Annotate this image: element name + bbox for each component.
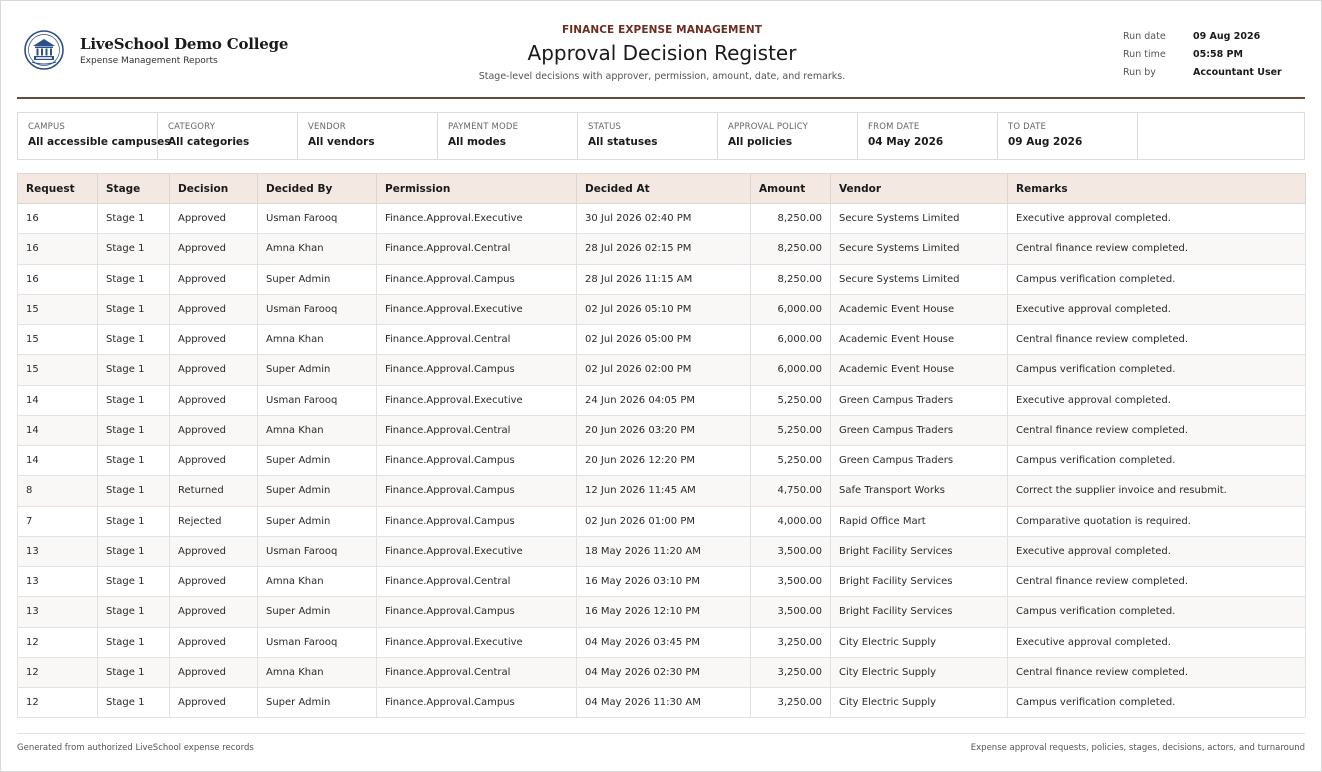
report-heading	[407, 24, 917, 82]
cell-request: 12	[18, 688, 98, 718]
cell-stage: Stage 1	[98, 234, 170, 264]
cell-decided-at: 20 Jun 2026 12:20 PM	[577, 446, 751, 476]
filter-label: VENDOR	[308, 122, 346, 132]
cell-remarks: Campus verification completed.	[1008, 355, 1306, 385]
table-row	[18, 204, 1306, 234]
cell-decided-by: Super Admin	[258, 506, 377, 536]
cell-request: 16	[18, 234, 98, 264]
cell-vendor: Secure Systems Limited	[831, 264, 1008, 294]
cell-stage: Stage 1	[98, 476, 170, 506]
cell-vendor: Bright Facility Services	[831, 536, 1008, 566]
cell-remarks: Executive approval completed.	[1008, 294, 1306, 324]
filter-approval-policy	[718, 113, 858, 159]
cell-stage: Stage 1	[98, 688, 170, 718]
table-row	[18, 355, 1306, 385]
cell-vendor: Rapid Office Mart	[831, 506, 1008, 536]
cell-permission: Finance.Approval.Campus	[377, 446, 577, 476]
cell-decided-at: 04 May 2026 11:30 AM	[577, 688, 751, 718]
cell-decided-at: 16 May 2026 03:10 PM	[577, 567, 751, 597]
cell-amount: 3,250.00	[751, 688, 831, 718]
cell-stage: Stage 1	[98, 325, 170, 355]
cell-vendor: Green Campus Traders	[831, 385, 1008, 415]
filter-vendor	[298, 113, 438, 159]
cell-amount: 3,500.00	[751, 597, 831, 627]
cell-decided-at: 04 May 2026 02:30 PM	[577, 657, 751, 687]
cell-remarks: Central finance review completed.	[1008, 415, 1306, 445]
cell-decided-by: Super Admin	[258, 446, 377, 476]
cell-vendor: Secure Systems Limited	[831, 204, 1008, 234]
cell-amount: 3,500.00	[751, 567, 831, 597]
report-eyebrow: FINANCE EXPENSE MANAGEMENT	[561, 24, 763, 36]
run-meta	[1123, 27, 1282, 81]
report-header	[17, 0, 1305, 99]
cell-decided-at: 20 Jun 2026 03:20 PM	[577, 415, 751, 445]
table-row	[18, 567, 1306, 597]
cell-decided-at: 02 Jul 2026 05:00 PM	[577, 325, 751, 355]
cell-request: 14	[18, 385, 98, 415]
cell-amount: 4,750.00	[751, 476, 831, 506]
cell-remarks: Campus verification completed.	[1008, 688, 1306, 718]
cell-decision: Approved	[170, 204, 258, 234]
cell-stage: Stage 1	[98, 657, 170, 687]
cell-stage: Stage 1	[98, 627, 170, 657]
cell-vendor: Bright Facility Services	[831, 597, 1008, 627]
cell-decided-by: Usman Farooq	[258, 627, 377, 657]
cell-decided-by: Usman Farooq	[258, 385, 377, 415]
cell-decided-by: Amna Khan	[258, 234, 377, 264]
school-crest-icon	[24, 29, 64, 71]
table-row	[18, 627, 1306, 657]
cell-permission: Finance.Approval.Campus	[377, 688, 577, 718]
cell-request: 13	[18, 536, 98, 566]
cell-decision: Approved	[170, 567, 258, 597]
cell-decided-by: Amna Khan	[258, 567, 377, 597]
cell-permission: Finance.Approval.Executive	[377, 204, 577, 234]
cell-stage: Stage 1	[98, 446, 170, 476]
filter-label: STATUS	[588, 122, 622, 132]
cell-decision: Approved	[170, 294, 258, 324]
cell-request: 14	[18, 415, 98, 445]
column-header-remarks: Remarks	[1008, 174, 1306, 204]
cell-request: 8	[18, 476, 98, 506]
cell-permission: Finance.Approval.Campus	[377, 355, 577, 385]
cell-request: 16	[18, 204, 98, 234]
filter-label: FROM DATE	[868, 122, 920, 132]
filter-label: PAYMENT MODE	[448, 122, 519, 132]
table-row	[18, 597, 1306, 627]
cell-permission: Finance.Approval.Central	[377, 567, 577, 597]
cell-amount: 8,250.00	[751, 234, 831, 264]
cell-decision: Approved	[170, 446, 258, 476]
table-row	[18, 688, 1306, 718]
cell-amount: 5,250.00	[751, 446, 831, 476]
table-body	[18, 204, 1306, 718]
cell-vendor: City Electric Supply	[831, 627, 1008, 657]
cell-permission: Finance.Approval.Central	[377, 234, 577, 264]
page-title: Approval Decision Register	[527, 41, 797, 65]
cell-stage: Stage 1	[98, 597, 170, 627]
filter-value: All policies	[728, 136, 793, 148]
cell-decision: Approved	[170, 657, 258, 687]
cell-vendor: Safe Transport Works	[831, 476, 1008, 506]
cell-remarks: Central finance review completed.	[1008, 657, 1306, 687]
cell-vendor: City Electric Supply	[831, 688, 1008, 718]
cell-decided-by: Amna Khan	[258, 415, 377, 445]
run-by-row	[1123, 63, 1282, 81]
cell-remarks: Executive approval completed.	[1008, 627, 1306, 657]
table-row	[18, 234, 1306, 264]
cell-decision: Approved	[170, 627, 258, 657]
filter-value: 04 May 2026	[868, 136, 944, 148]
column-header-request: Request	[18, 174, 98, 204]
cell-decided-at: 02 Jul 2026 02:00 PM	[577, 355, 751, 385]
cell-permission: Finance.Approval.Executive	[377, 385, 577, 415]
cell-permission: Finance.Approval.Executive	[377, 536, 577, 566]
filter-value: All vendors	[308, 136, 375, 148]
run-time-row	[1123, 45, 1282, 63]
cell-permission: Finance.Approval.Campus	[377, 476, 577, 506]
run-time-label: Run time	[1123, 48, 1166, 60]
cell-vendor: Green Campus Traders	[831, 446, 1008, 476]
cell-stage: Stage 1	[98, 415, 170, 445]
cell-amount: 3,500.00	[751, 536, 831, 566]
cell-decided-by: Super Admin	[258, 688, 377, 718]
cell-request: 15	[18, 294, 98, 324]
org-name: LiveSchool Demo College	[80, 35, 289, 53]
filter-value: All accessible campuses	[28, 136, 171, 148]
cell-amount: 6,000.00	[751, 355, 831, 385]
cell-stage: Stage 1	[98, 204, 170, 234]
cell-remarks: Campus verification completed.	[1008, 597, 1306, 627]
cell-permission: Finance.Approval.Central	[377, 325, 577, 355]
cell-decision: Approved	[170, 597, 258, 627]
filter-to-date	[998, 113, 1138, 159]
run-by-label: Run by	[1123, 66, 1156, 78]
cell-remarks: Executive approval completed.	[1008, 536, 1306, 566]
cell-vendor: Green Campus Traders	[831, 415, 1008, 445]
table-row	[18, 294, 1306, 324]
table-header-row	[18, 174, 1306, 204]
table-row	[18, 476, 1306, 506]
cell-permission: Finance.Approval.Campus	[377, 264, 577, 294]
cell-decision: Approved	[170, 264, 258, 294]
filter-from-date	[858, 113, 998, 159]
cell-amount: 4,000.00	[751, 506, 831, 536]
cell-decided-by: Usman Farooq	[258, 294, 377, 324]
cell-decided-by: Super Admin	[258, 264, 377, 294]
filter-label: CATEGORY	[168, 122, 216, 132]
filter-status	[578, 113, 718, 159]
cell-decision: Approved	[170, 325, 258, 355]
column-header-amount: Amount	[751, 174, 831, 204]
cell-permission: Finance.Approval.Central	[377, 657, 577, 687]
cell-remarks: Executive approval completed.	[1008, 204, 1306, 234]
column-header-vendor: Vendor	[831, 174, 1008, 204]
table-row	[18, 325, 1306, 355]
cell-vendor: Academic Event House	[831, 355, 1008, 385]
filter-label: CAMPUS	[28, 122, 66, 132]
cell-decision: Approved	[170, 536, 258, 566]
cell-decided-at: 12 Jun 2026 11:45 AM	[577, 476, 751, 506]
cell-decision: Approved	[170, 355, 258, 385]
cell-vendor: City Electric Supply	[831, 657, 1008, 687]
cell-stage: Stage 1	[98, 294, 170, 324]
table-row	[18, 536, 1306, 566]
cell-stage: Stage 1	[98, 536, 170, 566]
filter-label: APPROVAL POLICY	[728, 122, 809, 132]
cell-decided-by: Super Admin	[258, 355, 377, 385]
cell-decided-at: 24 Jun 2026 04:05 PM	[577, 385, 751, 415]
cell-permission: Finance.Approval.Executive	[377, 294, 577, 324]
cell-decided-at: 28 Jul 2026 11:15 AM	[577, 264, 751, 294]
cell-request: 14	[18, 446, 98, 476]
cell-decision: Approved	[170, 385, 258, 415]
cell-amount: 3,250.00	[751, 657, 831, 687]
cell-decision: Approved	[170, 688, 258, 718]
cell-amount: 8,250.00	[751, 204, 831, 234]
filter-category	[158, 113, 298, 159]
cell-amount: 6,000.00	[751, 325, 831, 355]
cell-decided-by: Amna Khan	[258, 657, 377, 687]
table-header	[18, 174, 1306, 204]
cell-decision: Approved	[170, 234, 258, 264]
run-date-label: Run date	[1123, 30, 1166, 42]
cell-decided-by: Super Admin	[258, 597, 377, 627]
cell-decision: Approved	[170, 415, 258, 445]
filter-campus	[18, 113, 171, 159]
run-date-value: 09 Aug 2026	[1193, 30, 1261, 42]
cell-vendor: Secure Systems Limited	[831, 234, 1008, 264]
filter-value: All statuses	[588, 136, 658, 148]
filter-value: All modes	[448, 136, 507, 148]
cell-permission: Finance.Approval.Campus	[377, 597, 577, 627]
cell-amount: 8,250.00	[751, 264, 831, 294]
cell-decided-at: 02 Jul 2026 05:10 PM	[577, 294, 751, 324]
cell-request: 15	[18, 355, 98, 385]
cell-decided-at: 16 May 2026 12:10 PM	[577, 597, 751, 627]
table-row	[18, 264, 1306, 294]
cell-decided-at: 04 May 2026 03:45 PM	[577, 627, 751, 657]
cell-remarks: Central finance review completed.	[1008, 567, 1306, 597]
cell-stage: Stage 1	[98, 506, 170, 536]
run-time-value: 05:58 PM	[1193, 48, 1243, 60]
page-subtitle: Stage-level decisions with approver, permission, amount, date, and remarks.	[478, 71, 846, 82]
cell-remarks: Central finance review completed.	[1008, 234, 1306, 264]
cell-permission: Finance.Approval.Campus	[377, 506, 577, 536]
cell-decided-at: 02 Jun 2026 01:00 PM	[577, 506, 751, 536]
cell-amount: 5,250.00	[751, 385, 831, 415]
cell-stage: Stage 1	[98, 385, 170, 415]
table-row	[18, 657, 1306, 687]
column-header-stage: Stage	[98, 174, 170, 204]
cell-remarks: Correct the supplier invoice and resubmit.	[1008, 476, 1306, 506]
cell-decision: Returned	[170, 476, 258, 506]
filter-bar	[17, 112, 1305, 160]
cell-decided-at: 18 May 2026 11:20 AM	[577, 536, 751, 566]
decision-register-table	[17, 173, 1306, 718]
cell-decision: Rejected	[170, 506, 258, 536]
footer-right-note: Expense approval requests, policies, stages, decisions, actors, and turnaround	[970, 743, 1305, 753]
run-by-value: Accountant User	[1193, 66, 1282, 78]
cell-request: 16	[18, 264, 98, 294]
run-date-row	[1123, 27, 1282, 45]
cell-remarks: Campus verification completed.	[1008, 264, 1306, 294]
column-header-decided-by: Decided By	[258, 174, 377, 204]
cell-amount: 5,250.00	[751, 415, 831, 445]
cell-decided-by: Amna Khan	[258, 325, 377, 355]
filter-value: All categories	[168, 136, 250, 148]
column-header-permission: Permission	[377, 174, 577, 204]
cell-stage: Stage 1	[98, 355, 170, 385]
cell-vendor: Academic Event House	[831, 325, 1008, 355]
cell-stage: Stage 1	[98, 264, 170, 294]
cell-amount: 3,250.00	[751, 627, 831, 657]
cell-vendor: Bright Facility Services	[831, 567, 1008, 597]
filter-empty-cell	[1138, 113, 1304, 159]
table-row	[18, 446, 1306, 476]
cell-remarks: Comparative quotation is required.	[1008, 506, 1306, 536]
column-header-decided-at: Decided At	[577, 174, 751, 204]
table-row	[18, 415, 1306, 445]
cell-vendor: Academic Event House	[831, 294, 1008, 324]
cell-remarks: Central finance review completed.	[1008, 325, 1306, 355]
cell-decided-by: Usman Farooq	[258, 204, 377, 234]
cell-remarks: Executive approval completed.	[1008, 385, 1306, 415]
cell-request: 12	[18, 627, 98, 657]
cell-request: 13	[18, 567, 98, 597]
cell-stage: Stage 1	[98, 567, 170, 597]
filter-label: TO DATE	[1008, 122, 1047, 132]
cell-permission: Finance.Approval.Executive	[377, 627, 577, 657]
cell-request: 12	[18, 657, 98, 687]
cell-request: 13	[18, 597, 98, 627]
org-subtitle: Expense Management Reports	[80, 56, 218, 66]
cell-request: 15	[18, 325, 98, 355]
cell-request: 7	[18, 506, 98, 536]
cell-decided-at: 28 Jul 2026 02:15 PM	[577, 234, 751, 264]
column-header-decision: Decision	[170, 174, 258, 204]
table-row	[18, 385, 1306, 415]
cell-decided-by: Usman Farooq	[258, 536, 377, 566]
filter-payment-mode	[438, 113, 578, 159]
footer-left-note: Generated from authorized LiveSchool expense records	[17, 743, 254, 753]
cell-permission: Finance.Approval.Central	[377, 415, 577, 445]
cell-remarks: Campus verification completed.	[1008, 446, 1306, 476]
cell-decided-by: Super Admin	[258, 476, 377, 506]
cell-amount: 6,000.00	[751, 294, 831, 324]
footer-divider	[17, 733, 1305, 734]
table-row	[18, 506, 1306, 536]
cell-decided-at: 30 Jul 2026 02:40 PM	[577, 204, 751, 234]
filter-value: 09 Aug 2026	[1008, 136, 1083, 148]
